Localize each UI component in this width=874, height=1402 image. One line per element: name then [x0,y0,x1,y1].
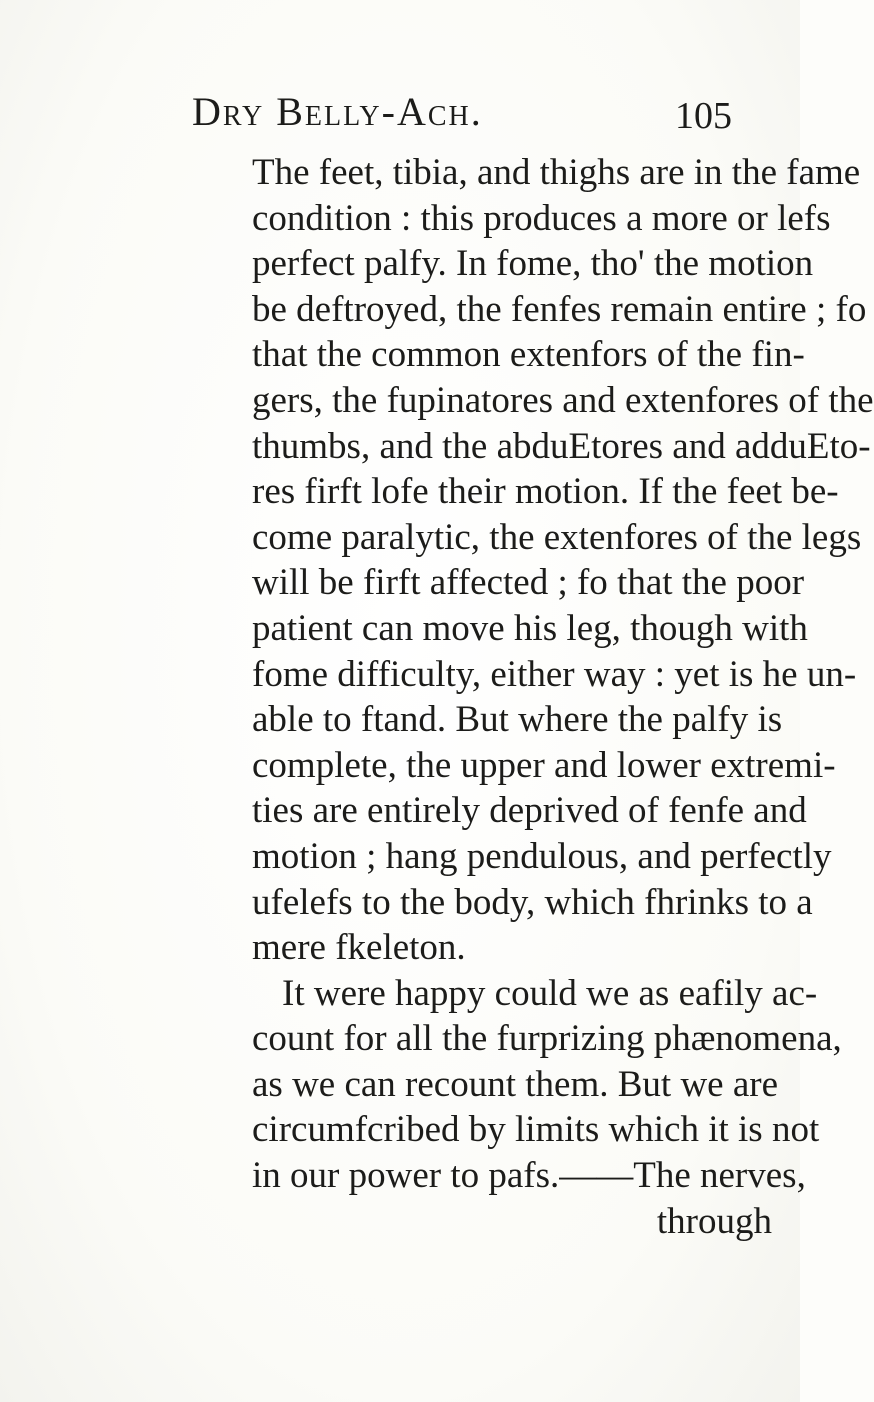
catchword: through [656,1200,772,1242]
text-line: ties are entirely deprived of fenfe and [252,790,807,832]
text-line: be deftroyed, the fenfes remain entire ; fo [252,288,867,330]
running-head [192,88,732,148]
text-line: that the common extenfors of the fin- [252,334,805,376]
text-line: as we can recount them. But we are [252,1063,779,1105]
text-line: fome difficulty, either way : yet is he un- [252,653,857,695]
text-line: count for all the furprizing phænomena, [252,1018,842,1060]
text-line: able to ftand. But where the palfy is [252,699,783,741]
page-number: 105 [675,95,732,137]
text-line: res firft lofe their motion. If the feet be- [252,471,839,513]
text-line: thumbs, and the abduEtores and adduEto- [252,425,871,467]
running-head-title: Dry Belly-Ach. [192,89,483,134]
text-line: ufelefs to the body, which fhrinks to a [252,881,813,923]
text-line: perfect palfy. In fome, tho' the motion [252,243,814,285]
text-line: The feet, tibia, and thighs are in the fame [252,152,861,193]
text-line: complete, the upper and lower extremi- [252,744,836,786]
text-line: motion ; hang pendulous, and perfectly [252,835,832,877]
text-line: will be firft affected ; fo that the poor [252,562,805,604]
body-text [252,150,874,1244]
text-line: circumfcribed by limits which it is not [252,1109,820,1151]
text-line: mere fkeleton. [252,927,466,969]
text-line: It were happy could we as eafily ac- [282,972,818,1014]
text-line: gers, the fupinatores and extenfores of the [252,379,874,421]
text-line: come paralytic, the extenfores of the legs [252,516,862,558]
text-line: patient can move his leg, though with [252,607,808,649]
text-line: in our power to pafs.——The nerves, [252,1155,806,1197]
text-line: condition : this produces a more or lefs [252,197,831,239]
